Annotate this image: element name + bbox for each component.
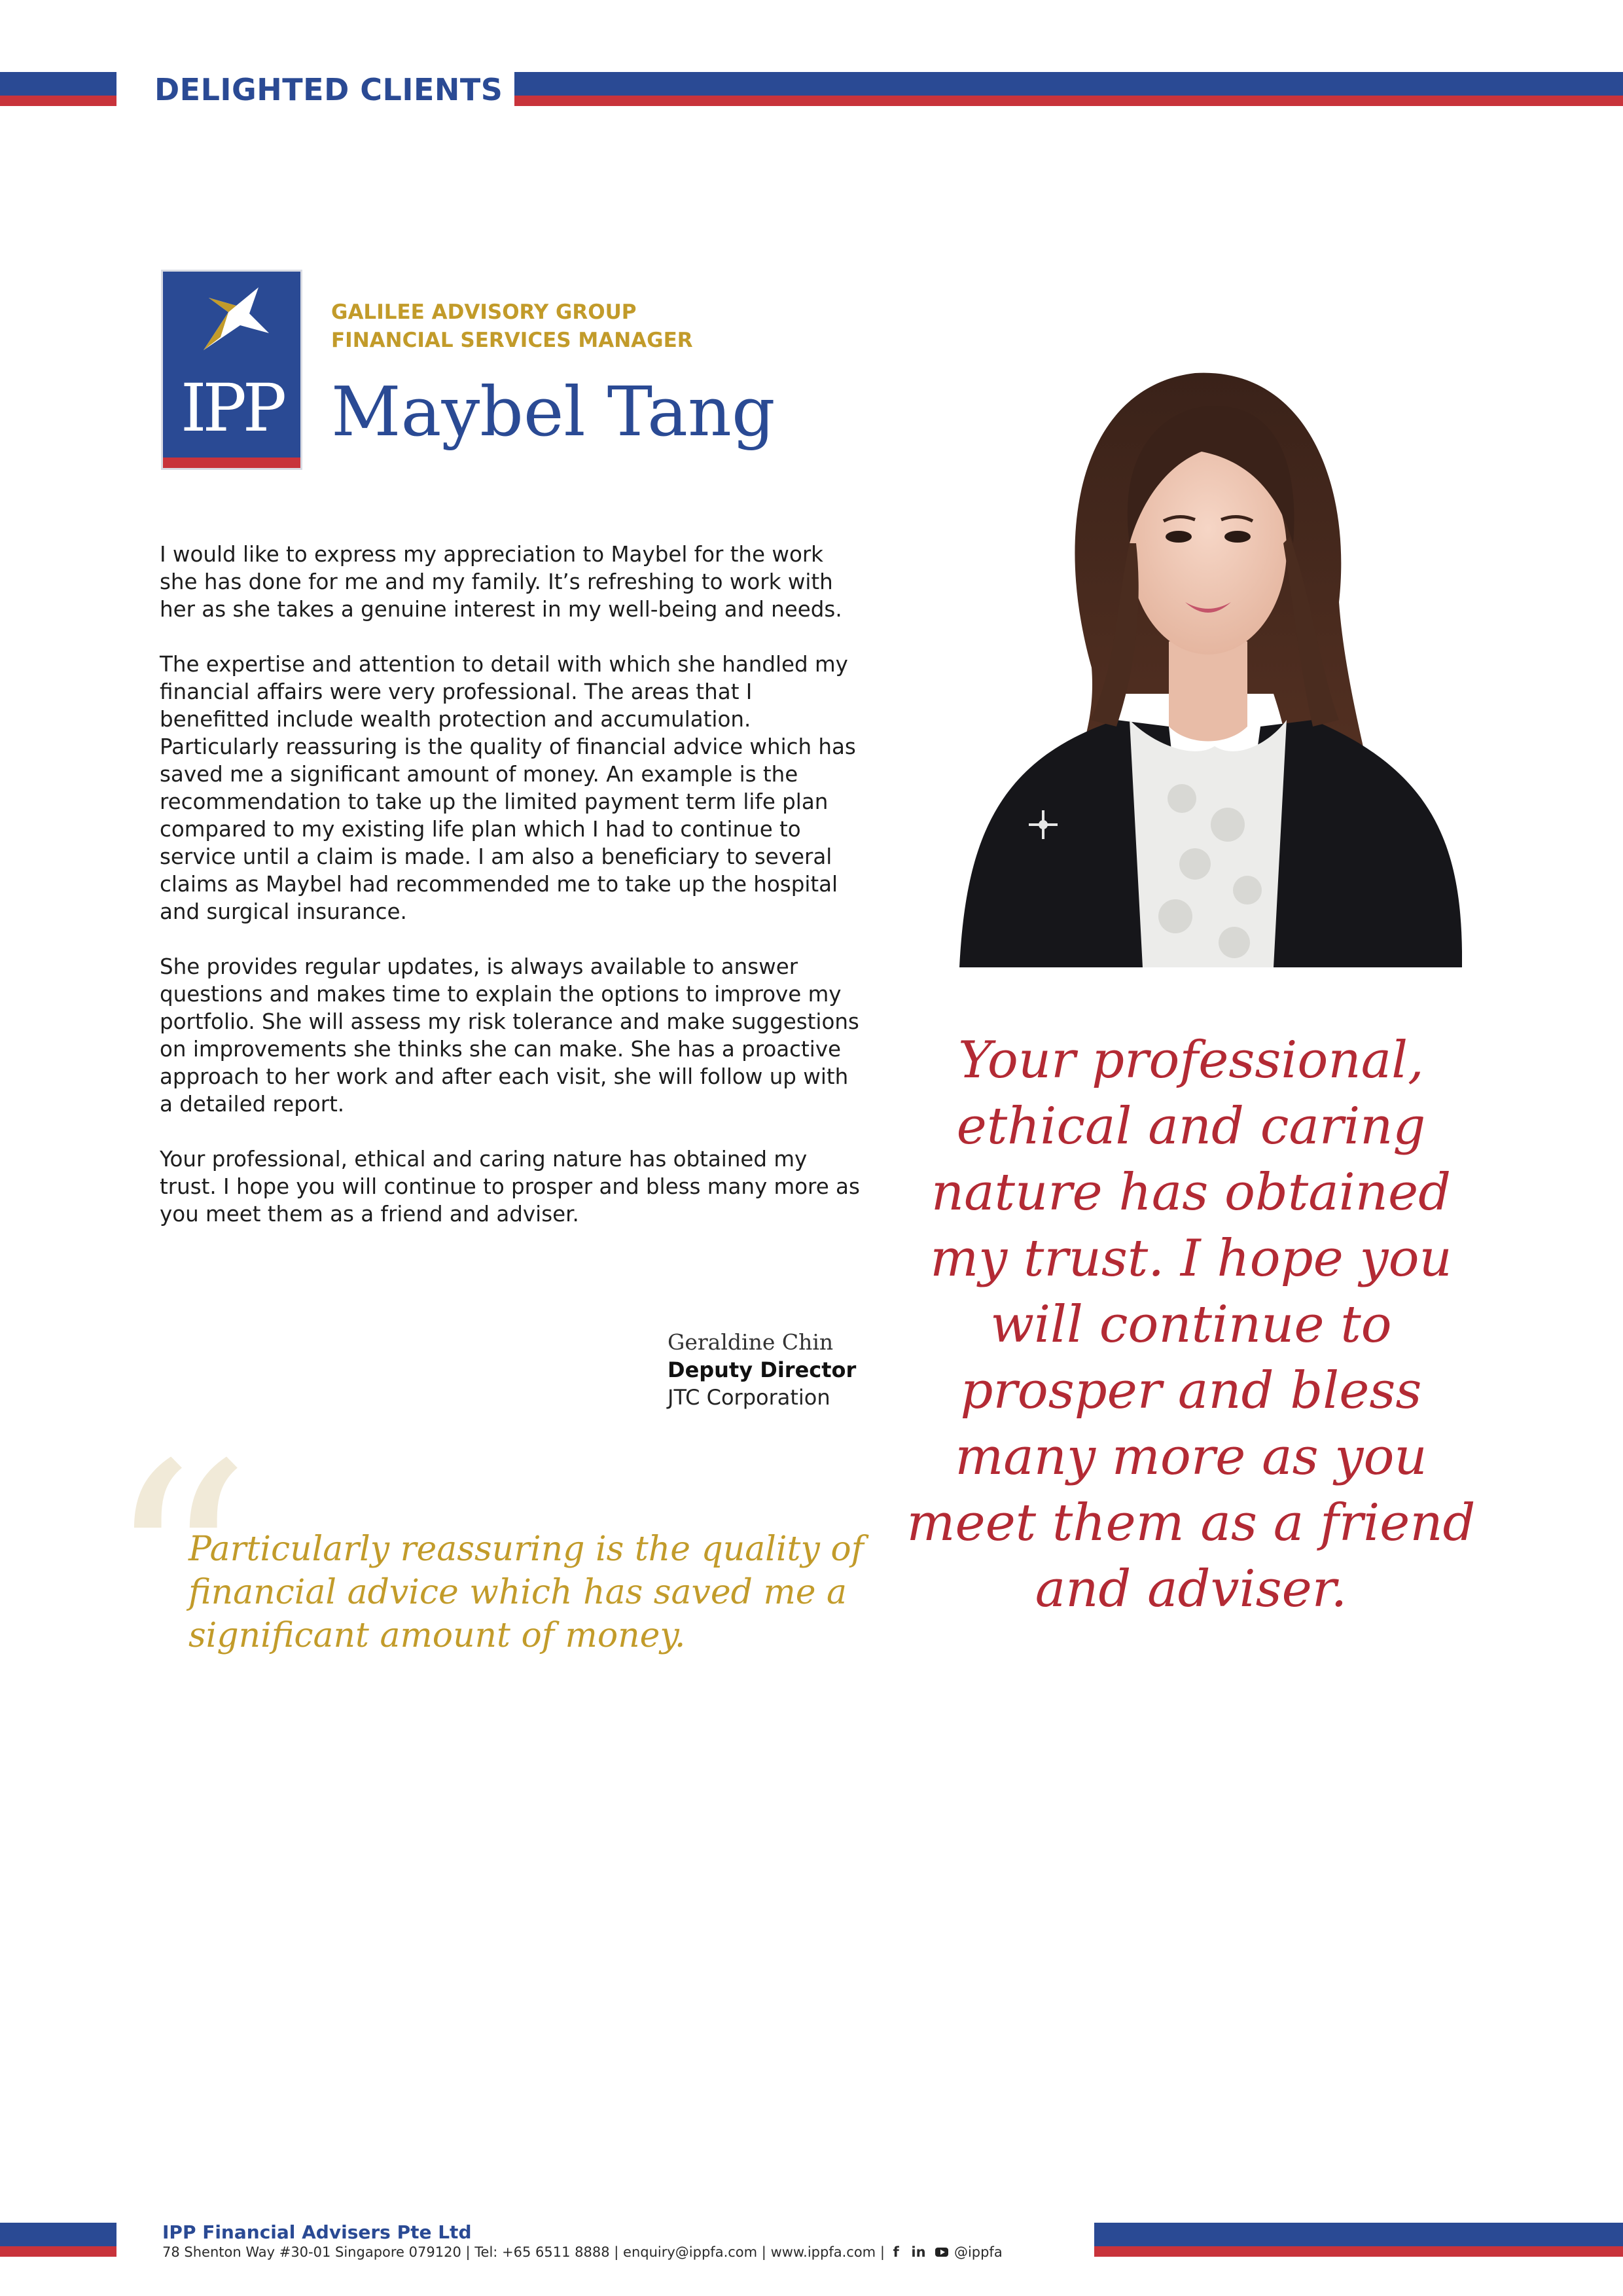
footer-address: 78 Shenton Way #30-01 Singapore 079120 xyxy=(162,2244,461,2260)
header-bar-left xyxy=(0,72,116,106)
footer-social-handle[interactable]: @ippfa xyxy=(954,2244,1003,2260)
large-pull-quote: Your professional, ethical and caring nature has obtained my trust. I hope you will continue to prosper and bless many more as you meet them as a friend and adviser. xyxy=(906,1031,1476,1619)
facebook-icon[interactable]: f xyxy=(893,2244,899,2260)
header-bar-right xyxy=(514,72,1623,106)
advisor-name: Maybel Tang xyxy=(331,372,776,452)
footer-company: IPP Financial Advisers Pte Ltd xyxy=(162,2221,472,2243)
signature-block xyxy=(668,1329,903,1411)
separator: | xyxy=(880,2244,885,2260)
bird-logo-icon xyxy=(163,272,302,376)
footer-contact-line xyxy=(162,2244,1079,2260)
portrait-illustration xyxy=(920,327,1462,967)
testimonial-paragraph: She provides regular updates, is always available to answer questions and makes time to explain the options to improve my portfolio. She will assess my risk tolerance and make suggestions on improvements she thinks she can make. She has a proactive approach to her work and after each visit, she will follow up with a detailed report. xyxy=(160,954,859,1117)
youtube-icon[interactable] xyxy=(935,2248,948,2257)
advisor-portrait xyxy=(920,327,1462,967)
ipp-logo xyxy=(161,270,302,470)
linkedin-icon[interactable]: in xyxy=(911,2244,926,2260)
separator: | xyxy=(761,2244,766,2260)
footer-website-link[interactable]: www.ippfa.com xyxy=(770,2244,876,2260)
advisor-title: FINANCIAL SERVICES MANAGER xyxy=(331,329,693,352)
testimonial-paragraph: Your professional, ethical and caring nature has obtained my trust. I hope you will continue to prosper and bless many more as you meet them as a friend and adviser. xyxy=(160,1147,860,1227)
signatory-title: Deputy Director xyxy=(668,1357,857,1382)
footer-email-link[interactable]: enquiry@ippfa.com xyxy=(623,2244,758,2260)
separator: | xyxy=(614,2244,619,2260)
footer-bar-right xyxy=(1094,2223,1623,2257)
signatory-name: Geraldine Chin xyxy=(668,1329,834,1355)
section-title: DELIGHTED CLIENTS xyxy=(154,72,503,107)
separator: | xyxy=(465,2244,471,2260)
small-pull-quote: Particularly reassuring is the quality of financial advice which has saved me a significant amount of money. xyxy=(188,1530,864,1655)
advisor-group: GALILEE ADVISORY GROUP xyxy=(331,300,637,324)
footer-bar-left xyxy=(0,2223,116,2257)
signatory-organisation: JTC Corporation xyxy=(668,1385,830,1410)
testimonial-paragraph: The expertise and attention to detail with which she handled my financial affairs were very professional. The areas that I benefitted include wealth protection and accumulation. Particularly reassuring is the quality of financial advice which has saved me a significant amount of money. An example is the recommendation to take up the limited payment term life plan compared to my existing life plan which I had to continue to service until a claim is made. I am also a beneficiary to several claims as Maybel had recommended me to take up the hospital and surgical insurance. xyxy=(160,652,856,924)
advisor-role xyxy=(331,298,789,355)
quote-mark-icon: “ xyxy=(105,1403,252,1738)
footer-tel: Tel: +65 6511 8888 xyxy=(474,2244,610,2260)
testimonial-paragraph: I would like to express my appreciation to Maybel for the work she has done for me and my family. It’s refreshing to work with her as she takes a genuine interest in my well-being and needs. xyxy=(160,542,842,622)
logo-text: IPP xyxy=(180,370,283,446)
testimonial-body xyxy=(160,541,860,1255)
